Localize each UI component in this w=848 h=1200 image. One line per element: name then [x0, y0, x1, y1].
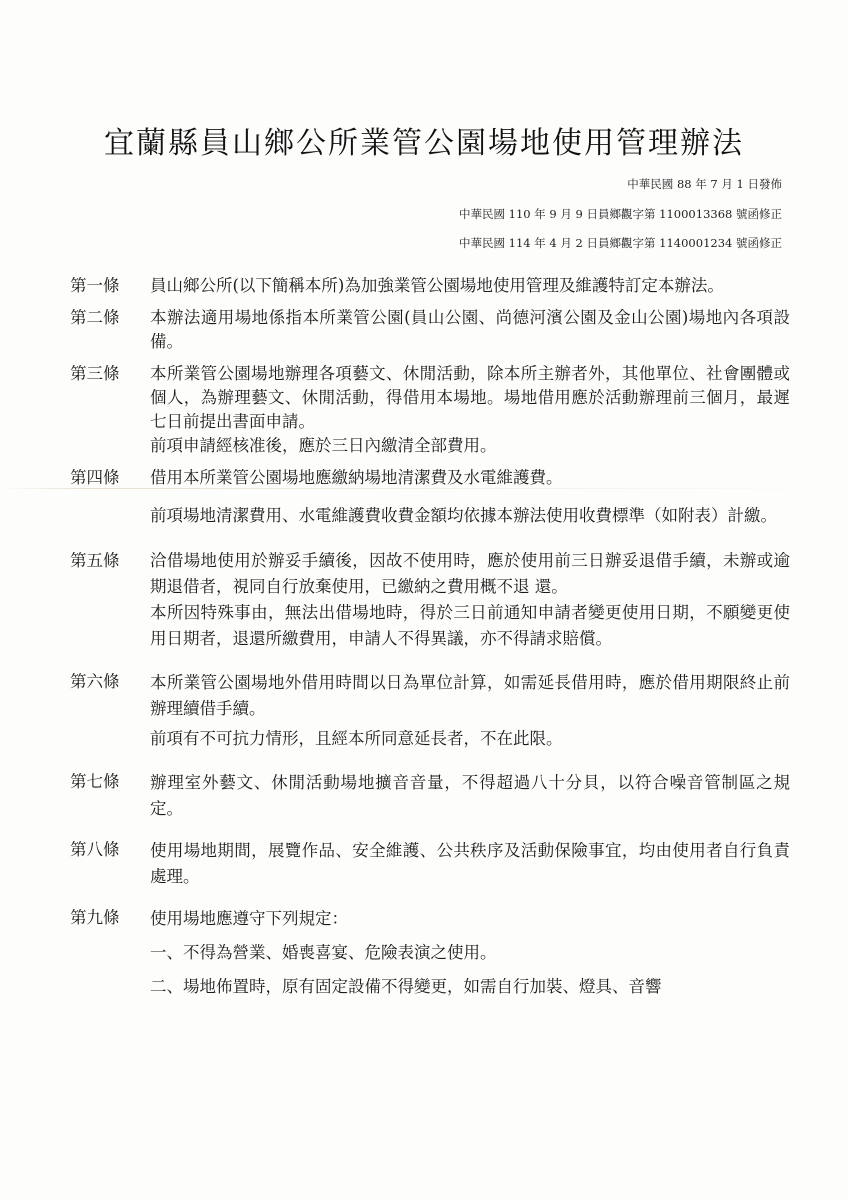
article-paragraph: 前項申請經核准後，應於三日內繳清全部費用。: [150, 436, 497, 455]
article-paragraph: 本辦法適用場地係指本所業管公園(員山公園、尚德河濱公園及金山公園)場地內各項設備。: [150, 308, 790, 351]
article-8: [70, 838, 790, 890]
document-title: 宜蘭縣員山鄉公所業管公園場地使用管理辦法: [104, 126, 744, 161]
article-paragraph: 本所業管公園場地辦理各項藝文、休閒活動，除本所主辦者外，其他單位、社會團體或個人，為辦理藝文、休閒活動，得借用本場地。場地借用應於活動辦理前三個月，最遲七日前提出書面申請。: [150, 364, 790, 431]
article-1: [70, 274, 790, 298]
article-4: [70, 466, 790, 532]
article-paragraph: 本所業管公園場地外借用時間以日為單位計算，如需延長借用時，應於借用期限終止前辦理續借手續。: [150, 673, 790, 718]
article-body: [150, 770, 790, 822]
article-6: [70, 670, 790, 752]
article-number: 第四條: [70, 468, 120, 487]
article-paragraph: 前項場地清潔費用、水電維護費收費金額均依據本辦法使用收費標準（如附表）計繳。: [150, 506, 777, 525]
article-number: 第八條: [70, 840, 120, 859]
article-body: [150, 906, 790, 1000]
article-body: [150, 838, 790, 890]
article-3: [70, 362, 790, 458]
article-body: [150, 274, 790, 298]
article-paragraph: 辦理室外藝文、休閒活動場地擴音音量，不得超過八十分貝，以符合噪音管制區之規定。: [150, 773, 790, 818]
rule-item-1: 一、不得為營業、婚喪喜宴、危險表演之使用。: [150, 943, 497, 962]
article-2: [70, 306, 790, 354]
article-number: 第三條: [70, 364, 120, 383]
article-number: 第七條: [70, 772, 120, 791]
article-paragraph: 前項有不可抗力情形，且經本所同意延長者，不在此限。: [150, 729, 563, 748]
amendment-note-2: 中華民國 114 年 4 月 2 日員鄉觀字第 1140001234 號函修正: [459, 236, 782, 250]
article-5: [70, 548, 790, 652]
article-7: [70, 770, 790, 822]
amendment-note-1: 中華民國 110 年 9 月 9 日員鄉觀字第 1100013368 號函修正: [459, 207, 782, 221]
article-body: [150, 548, 790, 652]
article-paragraph: 本所因特殊事由，無法出借場地時，得於三日前通知申請者變更使用日期，不願變更使用日期者，退還所繳費用，申請人不得異議，亦不得請求賠償。: [150, 603, 790, 648]
article-number: 第六條: [70, 672, 120, 691]
article-body: [150, 362, 790, 458]
article-body: [150, 306, 790, 354]
articles-list: [70, 274, 790, 1000]
article-number: 第九條: [70, 908, 120, 927]
article-number: 第一條: [70, 276, 120, 295]
article-body: [150, 670, 790, 752]
article-paragraph: 使用場地期間，展覽作品、安全維護、公共秩序及活動保險事宜，均由使用者自行負責處理。: [150, 841, 790, 886]
article-paragraph: 洽借場地使用於辦妥手續後，因故不使用時，應於使用前三日辦妥退借手續，未辦或逾期退借者，視同自行放棄使用，已繳納之費用概不退 還。: [150, 551, 790, 596]
rule-item-2: 二、場地佈置時，原有固定設備不得變更，如需自行加裝、燈具、音響: [150, 977, 662, 996]
article-paragraph: 借用本所業管公園場地應繳納場地清潔費及水電維護費。: [150, 468, 563, 487]
article-9: [70, 906, 790, 1000]
article-number: 第二條: [70, 308, 120, 327]
article-paragraph: 員山鄉公所(以下簡稱本所)為加強業管公園場地使用管理及維護特訂定本辦法。: [150, 276, 724, 295]
article-body: [150, 466, 790, 532]
article-number: 第五條: [70, 551, 120, 570]
issue-date: 中華民國 88 年 7 月 1 日發佈: [627, 177, 782, 191]
article-paragraph: 使用場地應遵守下列規定：: [150, 909, 348, 928]
